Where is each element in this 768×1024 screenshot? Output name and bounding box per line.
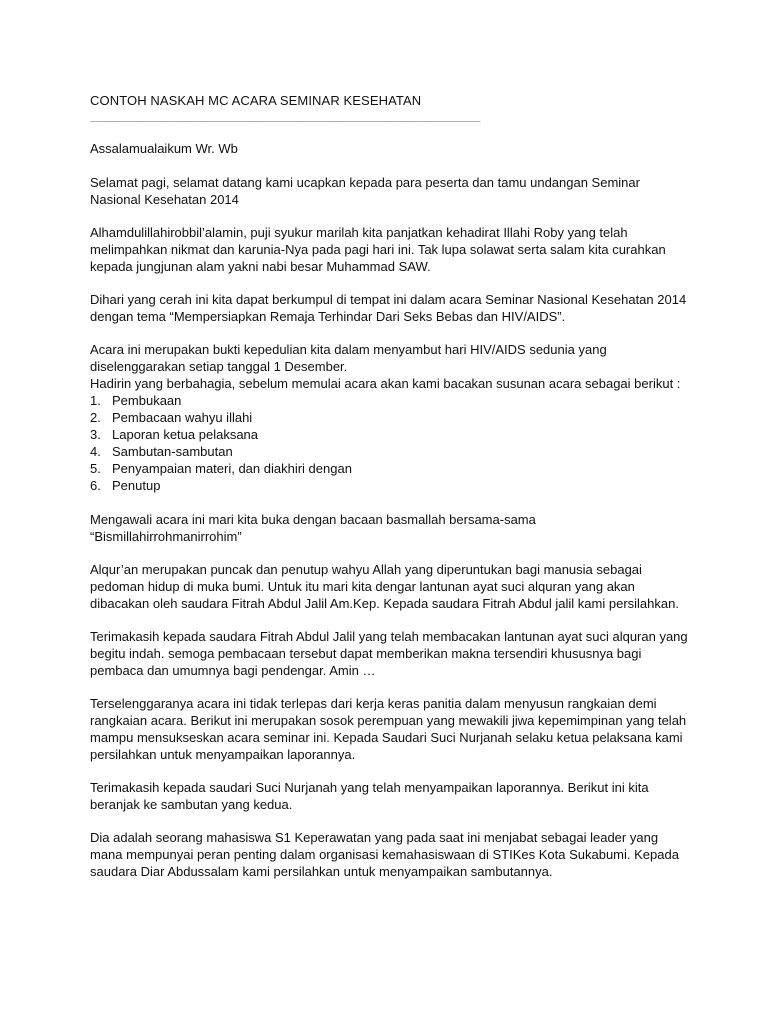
agenda-list bbox=[90, 392, 690, 494]
paragraph-second-speech: Dia adalah seorang mahasiswa S1 Keperawatan yang pada saat ini menjabat sebagai leader yang mana mempunyai peran penting dalam organisasi kemahasiswaan di STIKes Kota Sukabumi. Kepada saudara Diar Abdussalam kami persilahkan untuk menyampaikan sambutannya. bbox=[90, 830, 679, 879]
paragraph-gratitude: Alhamdulillahirobbil’alamin, puji syukur marilah kita panjatkan kehadirat Illahi Roby yang telah melimpahkan nikmat dan karunia-Nya pada pagi hari ini. Tak lupa solawat serta salam kita curahkan kepada jungjunan alam yakni nabi besar Muhammad SAW. bbox=[90, 225, 666, 274]
agenda-item-text: Pembacaan wahyu illahi bbox=[112, 410, 253, 425]
agenda-item-number: 4. bbox=[90, 444, 101, 459]
agenda-item bbox=[90, 443, 690, 460]
document-title: CONTOH NASKAH MC ACARA SEMINAR KESEHATAN bbox=[90, 93, 422, 108]
agenda-item bbox=[90, 392, 690, 409]
paragraph-theme: Dihari yang cerah ini kita dapat berkumpul di tempat ini dalam acara Seminar Nasional Kesehatan 2014 dengan tema “Mempersiapkan Remaja Terhindar Dari Seks Bebas dan HIV/AIDS”. bbox=[90, 292, 687, 324]
paragraph-thanks-chair: Terimakasih kepada saudari Suci Nurjanah yang telah menyampaikan laporannya. Berikut ini kita beranjak ke sambutan yang kedua. bbox=[90, 780, 649, 812]
paragraph-event-purpose: Acara ini merupakan bukti kepedulian kita dalam menyambut hari HIV/AIDS sedunia yang diselenggarakan setiap tanggal 1 Desember. bbox=[90, 342, 607, 374]
agenda-item-text: Sambutan-sambutan bbox=[112, 444, 233, 459]
agenda-item bbox=[90, 460, 690, 477]
paragraph-welcome: Selamat pagi, selamat datang kami ucapkan kepada para peserta dan tamu undangan Seminar Nasional Kesehatan 2014 bbox=[90, 175, 640, 207]
greeting: Assalamualaikum Wr. Wb bbox=[90, 141, 238, 156]
agenda-item bbox=[90, 477, 690, 494]
paragraph-agenda-intro: Hadirin yang berbahagia, sebelum memulai acara akan kami bacakan susunan acara sebagai berikut : bbox=[90, 376, 681, 391]
agenda-item-number: 1. bbox=[90, 393, 101, 408]
paragraph-quran-reading: Alqur’an merupakan puncak dan penutup wahyu Allah yang diperuntukan bagi manusia sebagai pedoman hidup di muka bumi. Untuk itu mari kita dengar lantunan ayat suci alquran yang akan dibacakan oleh saudara Fitrah Abdul Jalil Am.Kep. Kepada saudara Fitrah Abdul jalil kami persilahkan. bbox=[90, 562, 679, 611]
document-page bbox=[90, 92, 690, 896]
paragraph-committee-report: Terselenggaranya acara ini tidak terlepas dari kerja keras panitia dalam menyusun rangkaian demi rangkaian acara. Berikut ini merupakan sosok perempuan yang mewakili jiwa kepemimpinan yang telah mampu mensukseskan acara seminar ini. Kepada Saudari Suci Nurjanah selaku ketua pelaksana kami persilahkan untuk menyampaikan laporannya. bbox=[90, 696, 687, 762]
agenda-item-text: Penyampaian materi, dan diakhiri dengan bbox=[112, 461, 352, 476]
agenda-item bbox=[90, 426, 690, 443]
title-underline: ______________________________________________________ bbox=[90, 109, 481, 122]
agenda-item-number: 6. bbox=[90, 478, 101, 493]
paragraph-basmallah: Mengawali acara ini mari kita buka dengan bacaan basmallah bersama-sama “Bismillahirrohmanirrohim” bbox=[90, 512, 536, 544]
agenda-item-text: Pembukaan bbox=[112, 393, 182, 408]
agenda-item-number: 3. bbox=[90, 427, 101, 442]
agenda-item-text: Penutup bbox=[112, 478, 161, 493]
agenda-item bbox=[90, 409, 690, 426]
paragraph-thanks-reader: Terimakasih kepada saudara Fitrah Abdul Jalil yang telah membacakan lantunan ayat suci alquran yang begitu indah. semoga pembacaan tersebut dapat memberikan makna tersendiri khususnya bagi pembaca dan umumnya bagi pendengar. Amin … bbox=[90, 629, 688, 678]
agenda-item-number: 5. bbox=[90, 461, 101, 476]
agenda-item-text: Laporan ketua pelaksana bbox=[112, 427, 259, 442]
agenda-item-number: 2. bbox=[90, 410, 101, 425]
